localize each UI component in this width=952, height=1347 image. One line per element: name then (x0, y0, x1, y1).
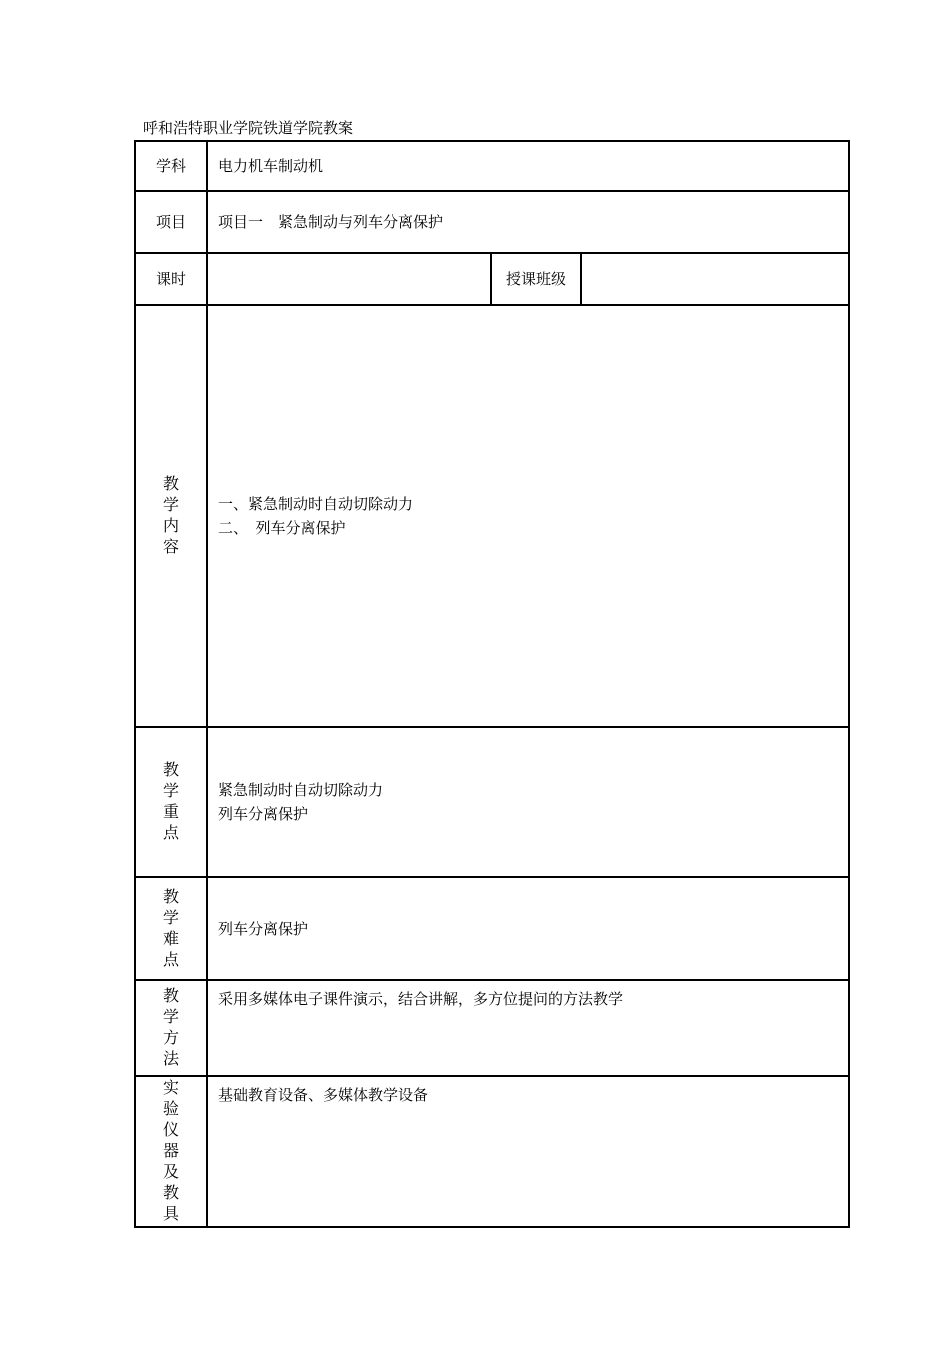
hours-label: 课时 (135, 253, 207, 305)
key-points-label: 教学重点 (162, 760, 179, 842)
equipment-row (135, 1076, 849, 1227)
key-points-row (135, 727, 849, 877)
class-value (581, 253, 849, 305)
class-label: 授课班级 (491, 253, 581, 305)
content-label: 教学内容 (162, 474, 179, 556)
hours-row (135, 253, 849, 305)
key-point-line-1: 紧急制动时自动切除动力 (218, 781, 384, 799)
equipment-value: 基础教育设备、多媒体教学设备 (207, 1076, 849, 1227)
project-row (135, 191, 849, 253)
key-points-value (207, 727, 849, 877)
content-value (207, 305, 849, 727)
subject-row (135, 141, 849, 191)
content-line-2: 二、 列车分离保护 (218, 519, 346, 537)
project-label: 项目 (135, 191, 207, 253)
lesson-plan-table (134, 140, 850, 1228)
content-line-1: 一、紧急制动时自动切除动力 (218, 495, 414, 513)
subject-value: 电力机车制动机 (207, 141, 849, 191)
hours-value (207, 253, 491, 305)
document-title: 呼和浩特职业学院铁道学院教案 (143, 119, 354, 137)
difficulties-row (135, 877, 849, 980)
content-row (135, 305, 849, 727)
equipment-label: 实验仪器及教具 (162, 1078, 179, 1223)
methods-row (135, 980, 849, 1076)
difficulties-value: 列车分离保护 (207, 877, 849, 980)
difficulties-label: 教学难点 (162, 886, 179, 969)
methods-value: 采用多媒体电子课件演示，结合讲解，多方位提问的方法教学 (207, 980, 849, 1076)
methods-label: 教学方法 (162, 986, 179, 1068)
key-point-line-2: 列车分离保护 (218, 805, 309, 823)
project-value: 项目一 紧急制动与列车分离保护 (207, 191, 849, 253)
subject-label: 学科 (135, 141, 207, 191)
